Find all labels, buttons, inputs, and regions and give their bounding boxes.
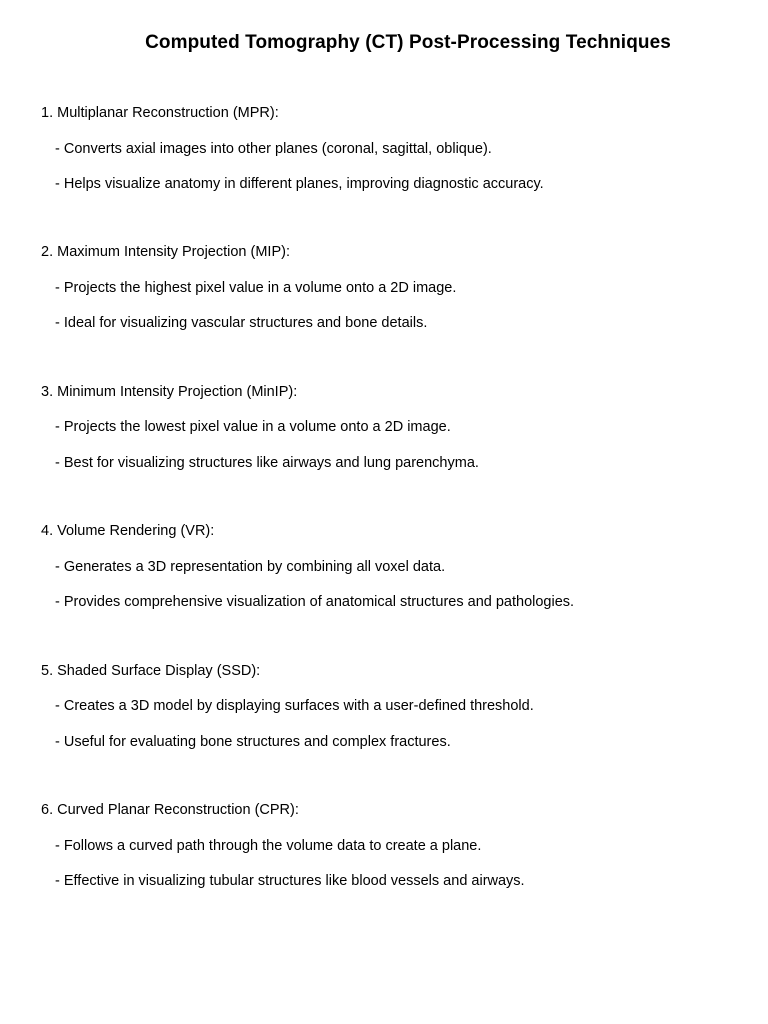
section-heading-ssd: 5. Shaded Surface Display (SSD): — [41, 663, 261, 679]
section-bullet: - Converts axial images into other planes (coronal, sagittal, oblique). — [55, 141, 492, 157]
section-heading-mip: 2. Maximum Intensity Projection (MIP): — [41, 244, 290, 260]
section-heading-vr: 4. Volume Rendering (VR): — [41, 523, 215, 539]
section-bullet: - Helps visualize anatomy in different planes, improving diagnostic accuracy. — [55, 176, 544, 192]
section-heading-mpr: 1. Multiplanar Reconstruction (MPR): — [41, 105, 279, 121]
section-bullet: - Useful for evaluating bone structures and complex fractures. — [55, 734, 451, 750]
section-bullet: - Generates a 3D representation by combining all voxel data. — [55, 559, 446, 575]
section-heading-cpr: 6. Curved Planar Reconstruction (CPR): — [41, 802, 299, 818]
document-title: Computed Tomography (CT) Post-Processing Techniques — [145, 32, 671, 53]
section-bullet: - Ideal for visualizing vascular structures and bone details. — [55, 315, 428, 331]
section-bullet: - Best for visualizing structures like airways and lung parenchyma. — [55, 455, 479, 471]
section-heading-minip: 3. Minimum Intensity Projection (MinIP): — [41, 384, 298, 400]
section-bullet: - Projects the highest pixel value in a volume onto a 2D image. — [55, 280, 457, 296]
section-bullet: - Projects the lowest pixel value in a volume onto a 2D image. — [55, 419, 451, 435]
section-bullet: - Follows a curved path through the volume data to create a plane. — [55, 838, 482, 854]
section-bullet: - Effective in visualizing tubular structures like blood vessels and airways. — [55, 873, 525, 889]
section-bullet: - Provides comprehensive visualization of anatomical structures and pathologies. — [55, 594, 575, 610]
section-bullet: - Creates a 3D model by displaying surfaces with a user-defined threshold. — [55, 698, 534, 714]
